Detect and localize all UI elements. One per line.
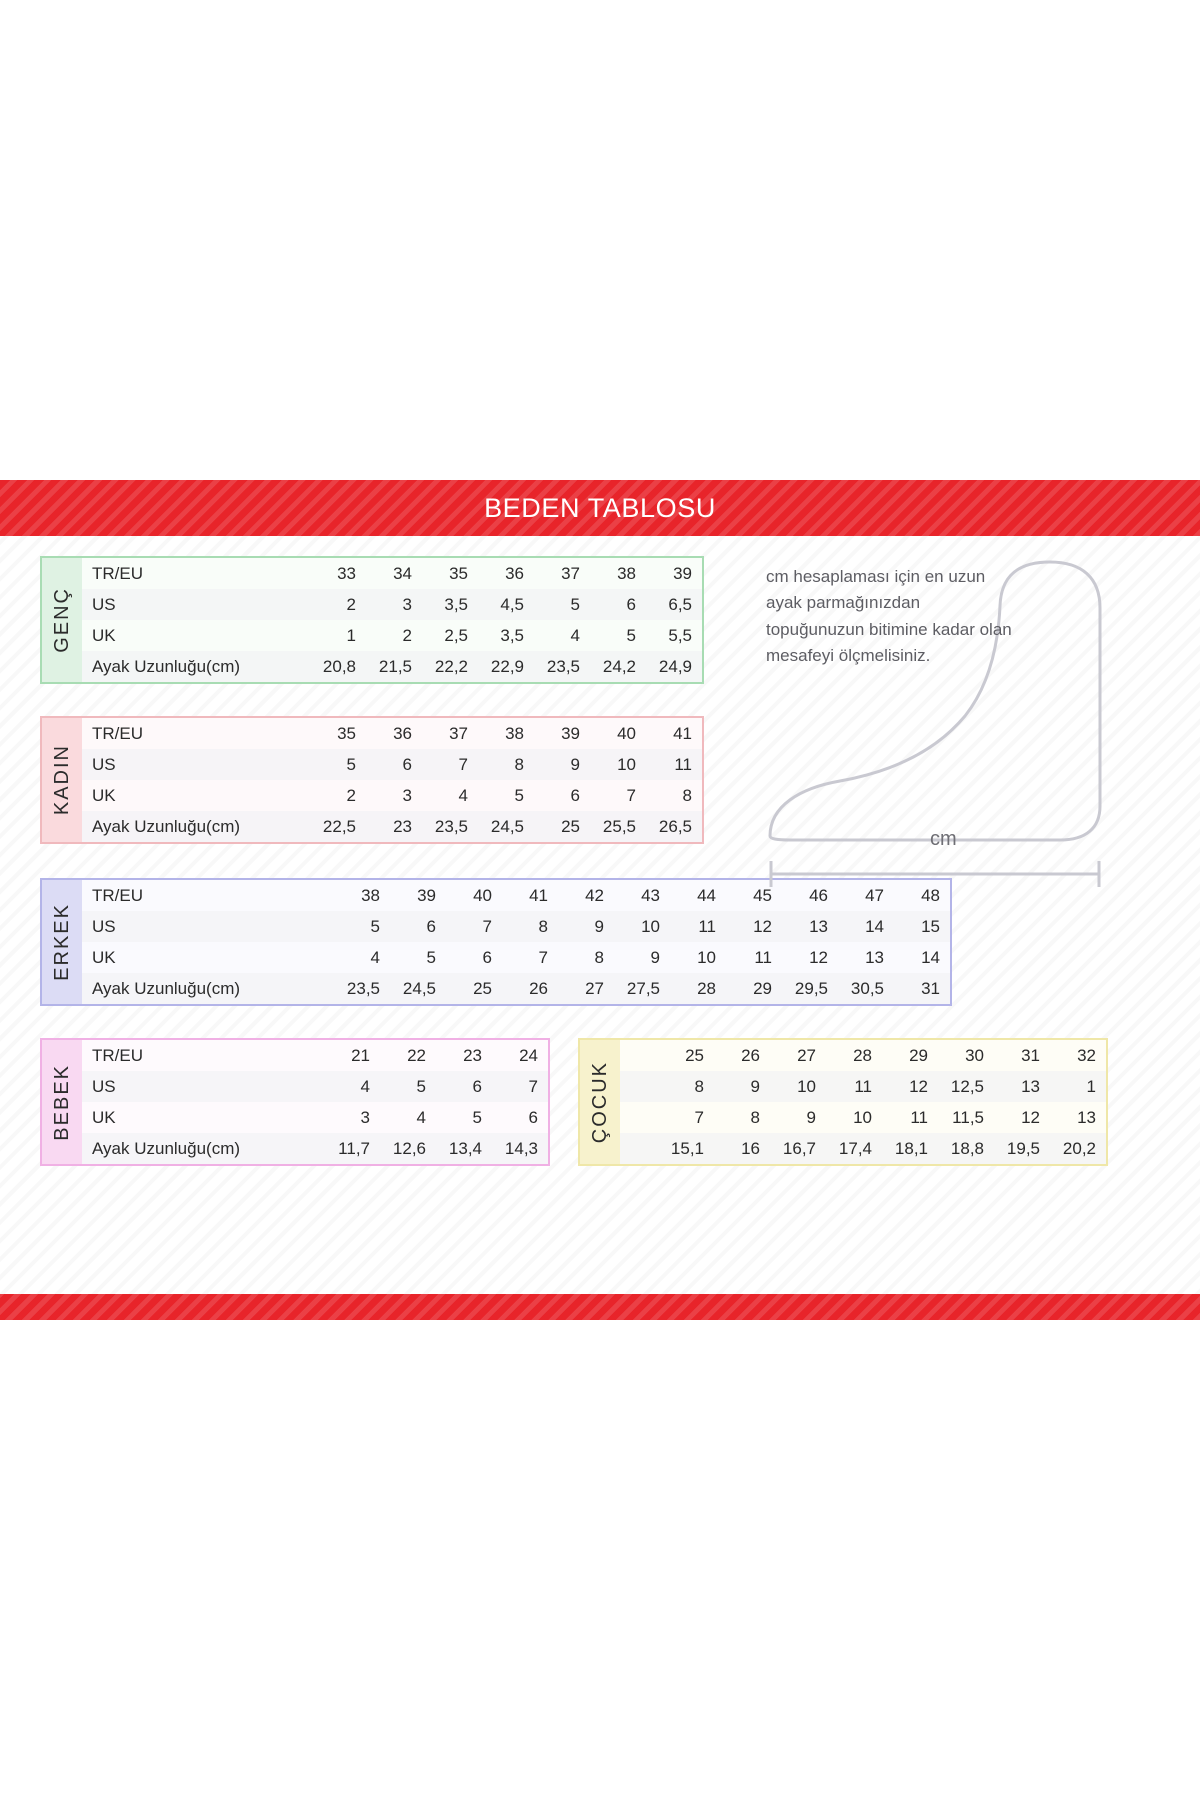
table-row: Ayak Uzunluğu(cm) 23,5 24,5 25 26 27 27,5 28 29 29,5 30,5 31 — [82, 973, 950, 1004]
size-group-bebek — [40, 1038, 550, 1166]
group-label-genc: GENÇ — [42, 558, 82, 682]
table-row — [620, 1133, 1106, 1164]
table-row — [620, 1071, 1106, 1102]
row-cells: 38 39 40 41 42 43 44 45 46 47 48 — [361, 885, 940, 905]
size-chart — [0, 480, 1200, 1320]
table-row: US 5 6 7 8 9 10 11 12 13 14 15 — [82, 911, 950, 942]
row-cells: 4 5 6 7 — [360, 1076, 538, 1096]
row-cells: 5 6 7 8 9 10 11 — [346, 754, 692, 774]
table-row: TR/EU 38 39 40 41 42 43 44 45 46 47 48 — [82, 880, 950, 911]
chart-footer-bar — [0, 1294, 1200, 1320]
table-row: UK 3 4 5 6 — [82, 1102, 548, 1133]
table-row: US 5 6 7 8 9 10 11 — [82, 749, 702, 780]
group-grid-bebek — [82, 1040, 548, 1164]
row-cells: 4 5 6 7 8 9 10 11 12 13 14 — [370, 947, 940, 967]
row-cells: 23,5 24,5 25 26 27 27,5 28 29 29,5 30,5 31 — [346, 978, 940, 998]
row-cells: 22,5 23 23,5 24,5 25 25,5 26,5 — [322, 816, 692, 836]
table-row: Ayak Uzunluğu(cm) 22,5 23 23,5 24,5 25 25,5 26,5 — [82, 811, 702, 842]
row-cells: 33 34 35 36 37 38 39 — [337, 563, 692, 583]
cm-label: cm — [930, 828, 957, 850]
table-row: UK 2 3 4 5 6 7 8 — [82, 780, 702, 811]
group-grid-erkek — [82, 880, 950, 1004]
group-label-kadin: KADIN — [42, 718, 82, 842]
row-cells: 3 4 5 6 — [360, 1107, 538, 1127]
row-cells: 35 36 37 38 39 40 41 — [337, 723, 692, 743]
page-title: BEDEN TABLOSU — [484, 492, 716, 523]
table-row: US 2 3 3,5 4,5 5 6 6,5 — [82, 589, 702, 620]
row-cells: 25 26 27 28 29 30 31 32 — [685, 1045, 1096, 1065]
size-group-erkek — [40, 878, 952, 1006]
chart-header-bar — [0, 480, 1200, 536]
size-group-kadin — [40, 716, 704, 844]
group-grid-genc — [82, 558, 702, 682]
table-row: UK 4 5 6 7 8 9 10 11 12 13 14 — [82, 942, 950, 973]
table-row: Ayak Uzunluğu(cm) 20,8 21,5 22,2 22,9 23,5 24,2 24,9 — [82, 651, 702, 682]
row-cells: 20,8 21,5 22,2 22,9 23,5 24,2 24,9 — [322, 656, 692, 676]
row-cells: 5 6 7 8 9 10 11 12 13 14 15 — [370, 916, 940, 936]
group-grid-kadin — [82, 718, 702, 842]
row-cells: 7 8 9 10 11 11,5 12 13 — [694, 1107, 1096, 1127]
row-cells: 21 22 23 24 — [351, 1045, 538, 1065]
table-row: TR/EU 33 34 35 36 37 38 39 — [82, 558, 702, 589]
row-cells: 11,7 12,6 13,4 14,3 — [338, 1138, 538, 1158]
row-cells: 2 3 3,5 4,5 5 6 6,5 — [346, 594, 692, 614]
size-group-cocuk — [578, 1038, 1108, 1166]
row-cells: 8 9 10 11 12 12,5 13 1 — [694, 1076, 1096, 1096]
table-row: US 4 5 6 7 — [82, 1071, 548, 1102]
table-row — [620, 1102, 1106, 1133]
row-cells: 2 3 4 5 6 7 8 — [346, 785, 692, 805]
group-label-bebek: BEBEK — [42, 1040, 82, 1164]
measurement-instructions: cm hesaplaması için en uzun ayak parmağınızdan topuğunuzun bitimine kadar olan mesafeyi ölçmelisiniz. — [766, 567, 1012, 666]
row-cells: 1 2 2,5 3,5 4 5 5,5 — [346, 625, 692, 645]
group-label-cocuk: ÇOCUK — [580, 1040, 620, 1164]
table-row — [620, 1040, 1106, 1071]
table-row: TR/EU 21 22 23 24 — [82, 1040, 548, 1071]
row-cells: 15,1 16 16,7 17,4 18,1 18,8 19,5 20,2 — [670, 1138, 1096, 1158]
size-group-genc — [40, 556, 704, 684]
table-row: UK 1 2 2,5 3,5 4 5 5,5 — [82, 620, 702, 651]
table-row: Ayak Uzunluğu(cm) 11,7 12,6 13,4 14,3 — [82, 1133, 548, 1164]
table-row: TR/EU 35 36 37 38 39 40 41 — [82, 718, 702, 749]
chart-body — [0, 536, 1200, 1294]
group-label-erkek: ERKEK — [42, 880, 82, 1004]
group-grid-cocuk — [620, 1040, 1106, 1164]
